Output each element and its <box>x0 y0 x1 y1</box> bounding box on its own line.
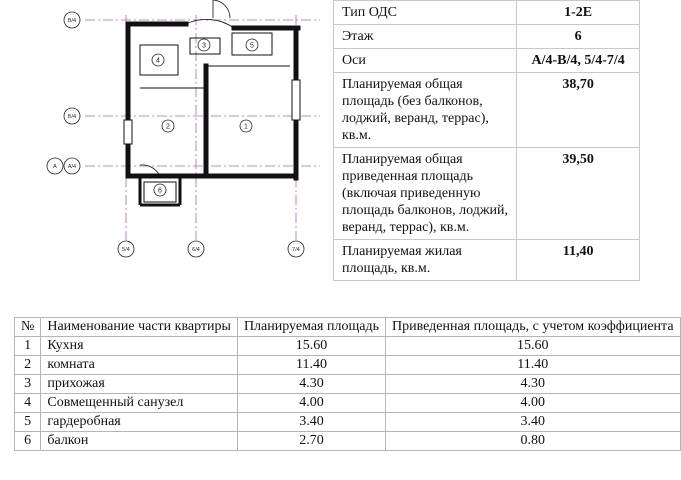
room-reduced-area: 15.60 <box>385 337 680 356</box>
room-reduced-area: 0.80 <box>385 432 680 451</box>
property-value: 6 <box>517 25 640 49</box>
room-name: балкон <box>41 432 238 451</box>
property-row-type <box>334 1 640 25</box>
property-label: Тип ОДС <box>334 1 517 25</box>
property-row-reduced-area <box>334 148 640 240</box>
property-label: Оси <box>334 49 517 73</box>
axis-label-5-4: 5/4 <box>122 247 130 253</box>
property-label: Этаж <box>334 25 517 49</box>
room-number: 2 <box>15 356 41 375</box>
property-row-axes <box>334 49 640 73</box>
room-area: 4.00 <box>237 394 385 413</box>
axis-label-6-4: 6/4 <box>192 247 200 253</box>
room-reduced-area: 4.30 <box>385 375 680 394</box>
room-number: 5 <box>15 413 41 432</box>
rooms-table <box>14 317 681 451</box>
room-number: 1 <box>15 337 41 356</box>
room-area: 4.30 <box>237 375 385 394</box>
room-number: 3 <box>15 375 41 394</box>
room-number-4: 4 <box>156 57 160 65</box>
room-number-5: 5 <box>250 42 254 50</box>
property-value: 39,50 <box>517 148 640 240</box>
property-label: Планируемая общая площадь (без балконов, лоджий, веранд, террас), кв.м. <box>334 73 517 148</box>
property-row-total-area <box>334 73 640 148</box>
room-number: 4 <box>15 394 41 413</box>
column-header-area: Планируемая площадь <box>237 318 385 337</box>
property-value: А/4-В/4, 5/4-7/4 <box>517 49 640 73</box>
room-number-1: 1 <box>244 123 248 131</box>
room-name: гардеробная <box>41 413 238 432</box>
room-number-2: 2 <box>166 123 170 131</box>
floor-plan <box>0 0 330 295</box>
room-number-3: 3 <box>202 42 206 50</box>
room-number-6: 6 <box>158 187 162 195</box>
table-row <box>15 394 681 413</box>
property-row-floor <box>334 25 640 49</box>
column-header-name: Наименование части квартиры <box>41 318 238 337</box>
rooms-table-header <box>15 318 681 337</box>
property-label: Планируемая жилая площадь, кв.м. <box>334 240 517 281</box>
room-area: 11.40 <box>237 356 385 375</box>
axis-label-b4: Б/4 <box>67 114 77 120</box>
room-reduced-area: 3.40 <box>385 413 680 432</box>
table-row <box>15 356 681 375</box>
property-label: Планируемая общая приведенная площадь (включая приведенную площадь балконов, лоджий, веранд, террас), кв.м. <box>334 148 517 240</box>
property-value: 38,70 <box>517 73 640 148</box>
axis-label-7-4: 7/4 <box>292 247 300 253</box>
room-area: 3.40 <box>237 413 385 432</box>
table-row <box>15 413 681 432</box>
room-reduced-area: 4.00 <box>385 394 680 413</box>
property-row-living-area <box>334 240 640 281</box>
room-area: 2.70 <box>237 432 385 451</box>
table-row <box>15 432 681 451</box>
room-reduced-area: 11.40 <box>385 356 680 375</box>
property-value: 11,40 <box>517 240 640 281</box>
room-name: Совмещенный санузел <box>41 394 238 413</box>
room-name: комната <box>41 356 238 375</box>
table-row <box>15 375 681 394</box>
room-name: Кухня <box>41 337 238 356</box>
apartment-properties-table <box>333 0 640 281</box>
room-number: 6 <box>15 432 41 451</box>
axis-label-v4: В/4 <box>67 18 77 24</box>
column-header-number: № <box>15 318 41 337</box>
axis-label-a: А <box>53 164 57 170</box>
column-header-reduced-area: Приведенная площадь, с учетом коэффициента <box>385 318 680 337</box>
room-area: 15.60 <box>237 337 385 356</box>
property-value: 1-2E <box>517 1 640 25</box>
axis-label-a4: А/4 <box>67 164 77 170</box>
table-row <box>15 337 681 356</box>
room-name: прихожая <box>41 375 238 394</box>
